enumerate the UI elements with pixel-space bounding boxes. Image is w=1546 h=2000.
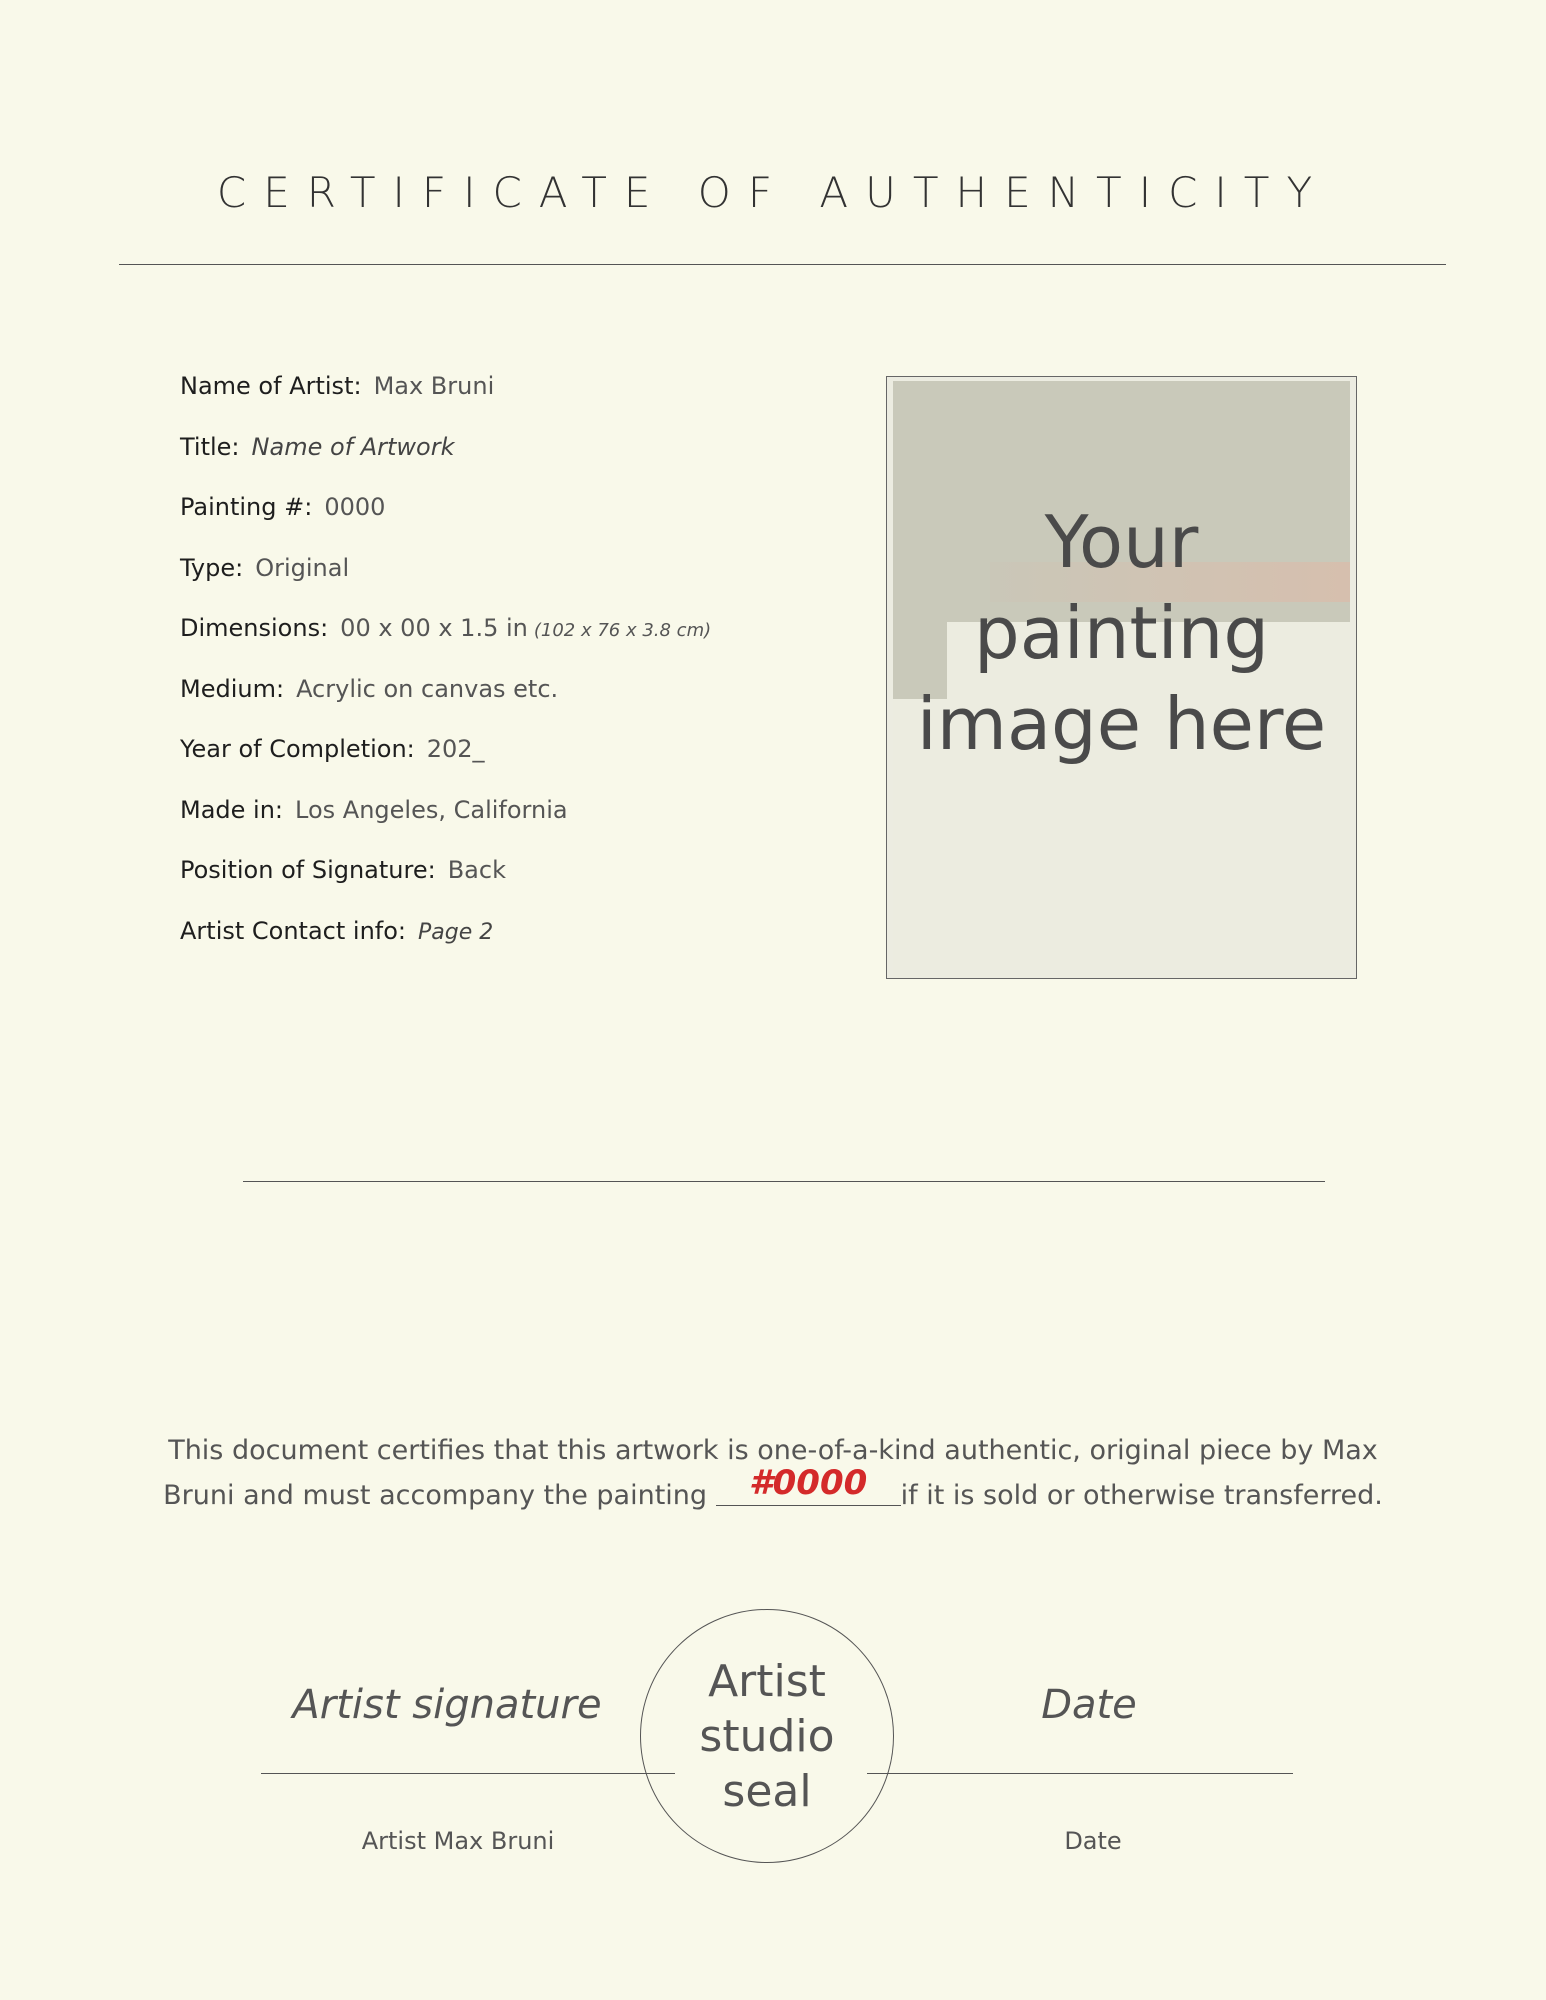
- painting-image-placeholder[interactable]: [886, 376, 1357, 979]
- artwork-details: [180, 372, 711, 977]
- artist-label: Name of Artist:: [180, 372, 362, 400]
- dimensions-value: 00 x 00 x 1.5 in: [340, 614, 528, 642]
- certification-statement: [140, 1428, 1406, 1518]
- detail-row-painting-number: [180, 493, 711, 554]
- painting-number-label: Painting #:: [180, 493, 313, 521]
- seal-text: Artist studio seal: [699, 1655, 835, 1817]
- painting-number-value: 0000: [324, 493, 386, 521]
- detail-row-title: [180, 433, 711, 494]
- title-divider: [119, 264, 1446, 265]
- image-placeholder-text: Your painting image here: [916, 500, 1327, 766]
- artist-signature-placeholder: Artist signature: [292, 1682, 602, 1728]
- medium-value: Acrylic on canvas etc.: [296, 674, 559, 703]
- detail-row-contact: [180, 917, 711, 978]
- detail-row-signature-position: [180, 856, 711, 917]
- detail-row-made-in: [180, 796, 711, 857]
- type-value: Original: [255, 553, 350, 582]
- title-value: Name of Artwork: [251, 432, 455, 461]
- year-value: 202_: [426, 735, 485, 763]
- signature-position-value: Back: [447, 856, 506, 884]
- signature-position-label: Position of Signature:: [180, 856, 436, 884]
- contact-value: Page 2: [418, 919, 494, 945]
- statement-text-start: This document certifies that this artwork is one-of-a-kind authentic, original piece by Max Bruni and must accompany the painting: [163, 1435, 1378, 1511]
- date-line[interactable]: [867, 1773, 1293, 1774]
- certificate-title: CERTIFICATE OF AUTHENTICITY: [216, 168, 1330, 217]
- contact-label: Artist Contact info:: [180, 916, 407, 945]
- medium-label: Medium:: [180, 674, 285, 703]
- studio-seal: [640, 1609, 894, 1863]
- artist-value: Max Bruni: [373, 372, 495, 400]
- made-in-value: Los Angeles, California: [295, 795, 568, 824]
- detail-row-artist: [180, 372, 711, 433]
- detail-row-dimensions: [180, 614, 711, 675]
- painting-number-filled: #0000: [748, 1463, 868, 1503]
- date-placeholder: Date: [1041, 1682, 1137, 1728]
- dimensions-metric: (102 x 76 x 3.8 cm): [533, 620, 712, 641]
- artist-caption: Artist Max Bruni: [361, 1827, 555, 1855]
- signature-line[interactable]: [261, 1773, 675, 1774]
- title-label: Title:: [180, 432, 240, 461]
- painting-number-blank: [716, 1463, 901, 1506]
- detail-row-medium: [180, 675, 711, 736]
- statement-text-end: if it is sold or otherwise transferred.: [900, 1480, 1383, 1511]
- detail-row-year: [180, 735, 711, 796]
- middle-divider: [243, 1181, 1325, 1182]
- dimensions-label: Dimensions:: [180, 614, 329, 642]
- type-label: Type:: [180, 553, 244, 582]
- date-caption: Date: [1064, 1827, 1122, 1855]
- made-in-label: Made in:: [180, 795, 284, 824]
- detail-row-type: [180, 554, 711, 615]
- year-label: Year of Completion:: [180, 735, 415, 763]
